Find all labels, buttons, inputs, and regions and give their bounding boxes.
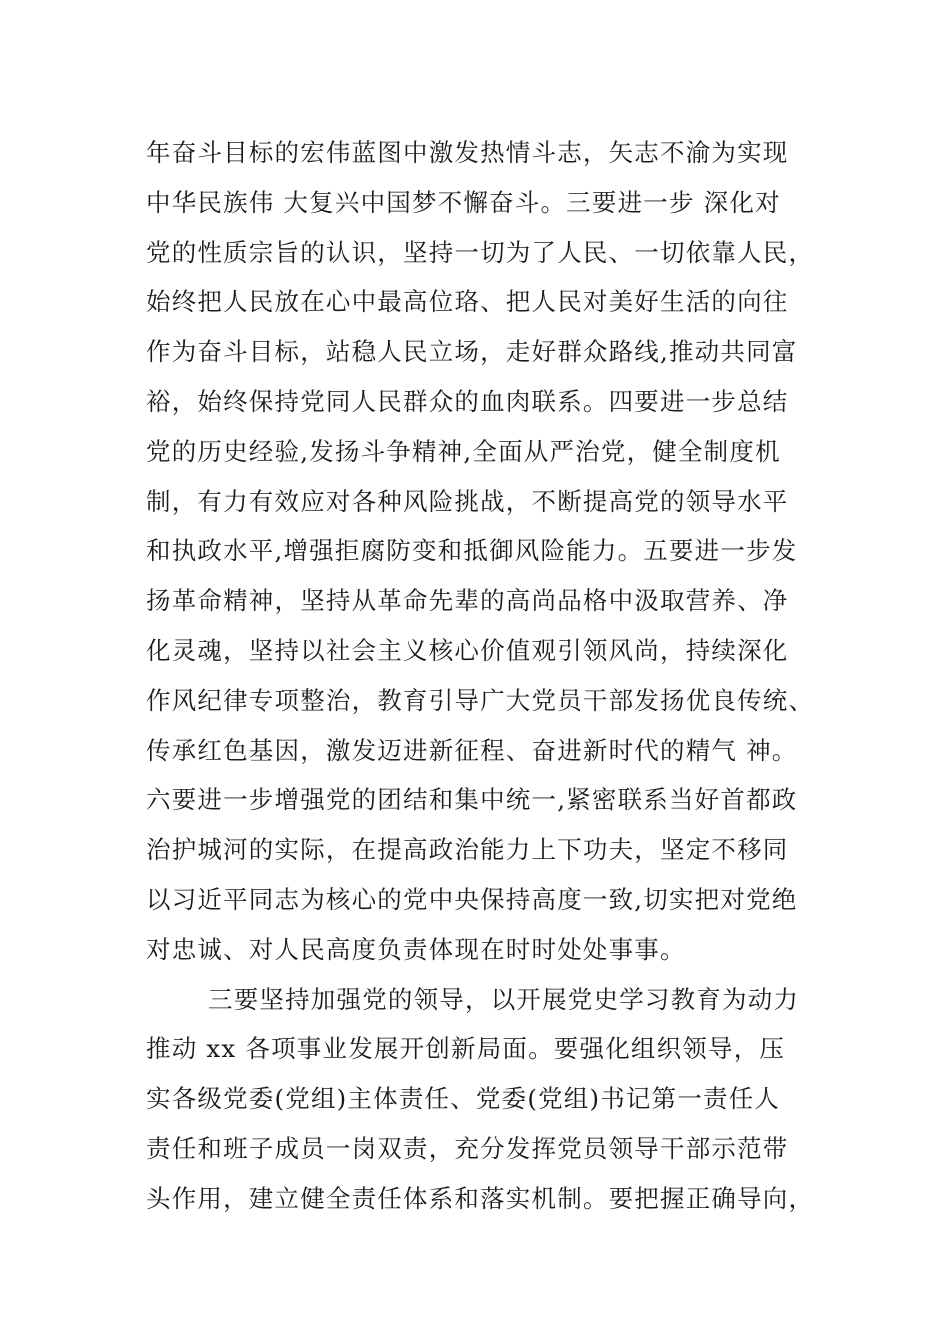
text-line: 六要进一步增强党的团结和集中统一,紧密联系当好首都政 <box>146 785 798 815</box>
text-line: 年奋斗目标的宏伟蓝图中激发热情斗志，矢志不渝为实现 <box>146 138 789 167</box>
body-text <box>146 128 815 1224</box>
text-line: 制，有力有效应对各种风险挑战，不断提高党的领导水平 <box>146 486 789 516</box>
text-line: 党的历史经验,发扬斗争精神,全面从严治党，健全制度机 <box>146 436 781 466</box>
text-line: 头作用，建立健全责任体系和落实机制。要把握正确导向， <box>146 1183 815 1213</box>
text-line: 推动 xx 各项事业发展开创新局面。要强化组织领导，压 <box>146 1034 786 1064</box>
text-line: 作为奋斗目标，站稳人民立场，走好群众路线,推动共同富 <box>146 337 798 367</box>
text-line: 裕，始终保持党同人民群众的血肉联系。四要进一步总结 <box>146 386 789 416</box>
text-line: 对忠诚、对人民高度负责体现在时时处处事事。 <box>146 934 686 964</box>
text-line: 责任和班子成员一岗双责，充分发挥党员领导干部示范带 <box>146 1133 789 1163</box>
text-line: 传承红色基因，激发迈进新征程、奋进新时代的精气 神。 <box>146 735 798 765</box>
text-line: 治护城河的实际，在提高政治能力上下功夫，坚定不移同 <box>146 835 789 865</box>
text-line: 始终把人民放在心中最高位珞、把人民对美好生活的向往 <box>146 287 789 317</box>
text-line: 实各级党委(党组)主体责任、党委(党组)书记第一责任人 <box>146 1084 781 1114</box>
text-line: 中华民族伟 大复兴中国梦不懈奋斗。三要进一步 深化对 <box>146 187 781 217</box>
text-line: 扬革命精神，坚持从革命先辈的高尚品格中汲取营养、净 <box>146 586 789 616</box>
text-line: 和执政水平,增强拒腐防变和抵御风险能力。五要进一步发 <box>146 536 798 566</box>
text-line: 党的性质宗旨的认识，坚持一切为了人民、一切依靠人民， <box>146 237 815 267</box>
text-line: 作风纪律专项整治，教育引导广大党员干部发扬优良传统、 <box>146 685 815 715</box>
text-line: 化灵魂，坚持以社会主义核心价值观引领风尚，持续深化 <box>146 635 789 665</box>
paragraph-start-line: 三要坚持加强党的领导，以开展党史学习教育为动力 <box>208 984 800 1014</box>
text-line: 以习近平同志为核心的党中央保持高度一致,切实把对党绝 <box>146 884 798 914</box>
